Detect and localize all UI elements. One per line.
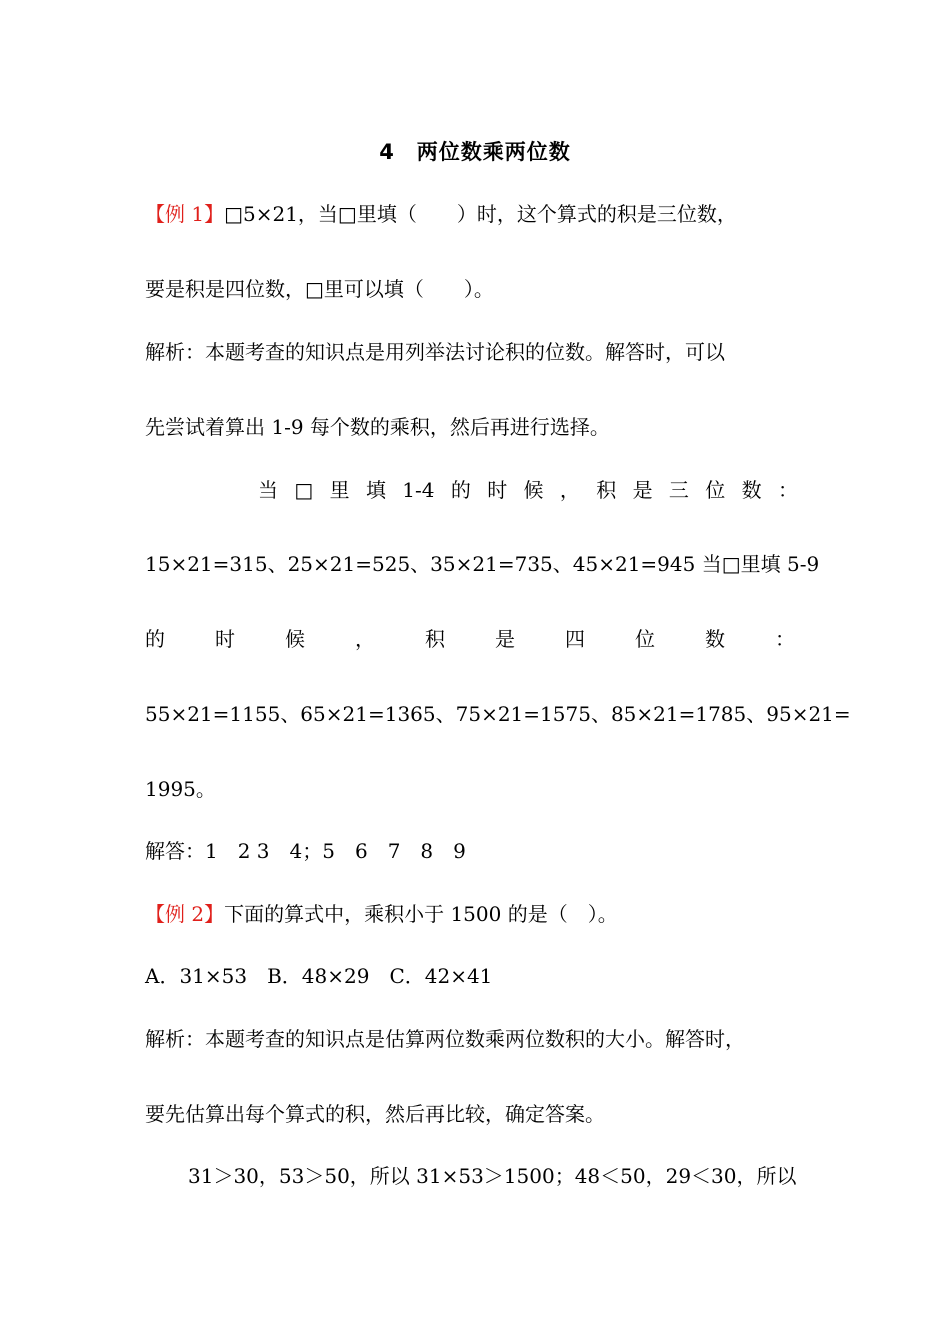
case2-word: ，	[355, 627, 375, 651]
case1-words	[258, 476, 798, 504]
case1-word: 位	[705, 478, 726, 502]
case1-word: □	[294, 478, 314, 502]
case2-word: 积	[425, 627, 445, 651]
example2-analysis-line1: 解析：本题考查的知识点是估算两位数乘两位数积的大小。解答时，	[145, 1027, 745, 1051]
case1-word: 时	[487, 478, 508, 502]
example1-question-line2: 要是积是四位数，□里可以填（ ）。	[145, 277, 494, 301]
example1-answer: 解答：1 2 3 4；5 6 7 8 9	[145, 839, 466, 863]
case1-word: 积	[596, 478, 617, 502]
case1-word: 当	[258, 478, 278, 502]
case2-word: 数	[705, 627, 725, 651]
case2-word: 位	[635, 627, 655, 651]
case2-word: 是	[495, 627, 515, 651]
example2-analysis-line2: 要先估算出每个算式的积，然后再比较，确定答案。	[145, 1102, 605, 1126]
example2-options: A．31×53 B．48×29 C．42×41	[145, 964, 493, 988]
case1-word: 数	[741, 478, 762, 502]
case2-word: 时	[215, 627, 235, 651]
case1-word: ：	[777, 478, 798, 502]
example1-case2-tail: 1995。	[145, 777, 216, 801]
case2-word: 候	[285, 627, 305, 651]
case1-word: 的	[450, 478, 471, 502]
example1-case2-calcs: 55×21=1155、65×21=1365、75×21=1575、85×21=1785、95×21=	[145, 702, 851, 726]
case2-words	[145, 625, 795, 653]
case1-word: ，	[559, 478, 580, 502]
example1-analysis-line1: 解析：本题考查的知识点是用列举法讨论积的位数。解答时，可以	[145, 340, 725, 364]
example1-question-line1	[145, 200, 810, 228]
case1-word: 1-4	[402, 478, 435, 502]
section-title: 4 两位数乘两位数	[379, 140, 571, 164]
case1-word: 三	[668, 478, 689, 502]
case2-word: 四	[565, 627, 585, 651]
case2-word: 的	[145, 627, 165, 651]
example1-case2-heading	[145, 625, 810, 653]
example1-question-text: □5×21，当□里填（ ）时，这个算式的积是三位数，	[224, 202, 737, 226]
example2-reasoning-line: 31＞30，53＞50，所以 31×53＞1500；48＜50，29＜30，所以	[188, 1164, 797, 1188]
example2-question-line	[145, 900, 810, 928]
example1-case1-heading	[258, 476, 798, 504]
example2-tag: 【例 2】	[145, 902, 225, 926]
example1-tag: 【例 1】	[145, 202, 225, 226]
case1-word: 是	[632, 478, 653, 502]
case1-word: 里	[329, 478, 350, 502]
case2-word: ：	[775, 627, 795, 651]
example1-case1-calcs: 15×21=315、25×21=525、35×21=735、45×21=945 当□里填 5-9	[145, 552, 820, 576]
case1-word: 填	[365, 478, 386, 502]
example2-question-text: 下面的算式中，乘积小于 1500 的是（ ）。	[224, 902, 618, 926]
example1-analysis-line2: 先尝试着算出 1-9 每个数的乘积，然后再进行选择。	[145, 415, 610, 439]
case1-word: 候	[523, 478, 544, 502]
